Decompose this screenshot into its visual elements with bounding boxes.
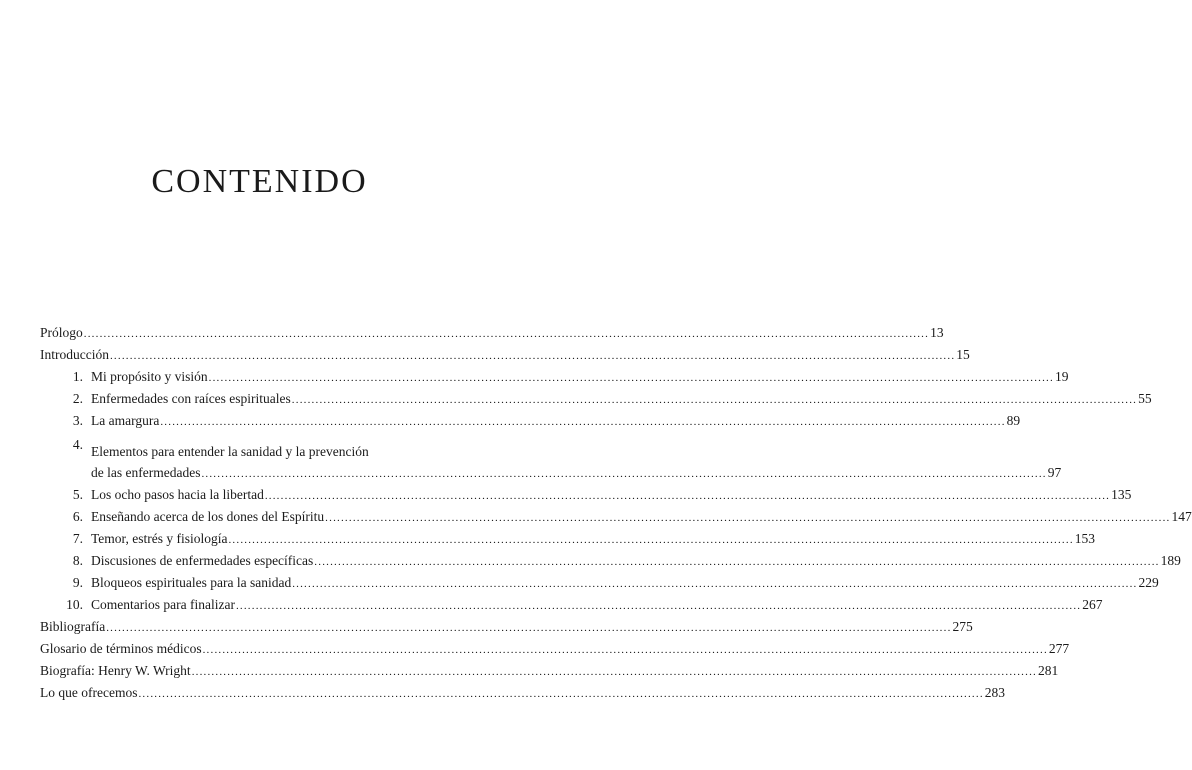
toc-chapter-10[interactable] [40,594,1103,616]
chapter-title-line1: Elementos para entender la sanidad y la prevención [91,444,369,459]
toc-chapter-3[interactable] [40,410,1021,432]
chapter-number: 6. [72,509,83,524]
chapter-title: Los ocho pasos hacia la libertad [91,487,264,502]
toc-entry-page: 13 [930,325,944,340]
dot-leader [325,508,1170,528]
toc-entry-prologo[interactable] [40,322,944,344]
chapter-title: Comentarios para finalizar [91,597,235,612]
chapter-page: 97 [1047,465,1062,480]
chapter-page: 189 [1160,553,1181,568]
dot-leader [265,486,1110,506]
dot-leader [203,640,1048,660]
dot-leader [228,530,1073,550]
chapter-number: 2. [72,391,83,406]
toc-entry-biografia[interactable] [40,660,1059,682]
chapter-number: 8. [72,553,83,568]
toc-entry-title: Glosario de términos médicos [40,641,202,656]
toc-chapter-9[interactable] [40,572,1159,594]
chapter-title-line2: de las enfermedades [91,465,201,480]
toc-chapter-5[interactable] [40,484,1132,506]
toc-entry-page: 277 [1048,641,1070,656]
toc-chapter-8[interactable] [40,550,1181,572]
toc-chapter-4[interactable] [40,432,1062,484]
toc-entry-glosario[interactable] [40,638,1070,660]
toc-entry-title: Biografía: Henry W. Wright [40,663,191,678]
toc-chapter-7[interactable] [40,528,1096,550]
dot-leader [236,596,1081,616]
dot-leader [106,618,951,638]
chapter-page: 55 [1138,391,1152,406]
toc-entry-page: 281 [1038,663,1059,678]
chapter-number: 4. [72,437,83,452]
toc-entry-title: Bibliografía [40,619,106,634]
chapter-page: 267 [1082,597,1103,612]
chapter-number: 9. [72,575,83,590]
toc-entry-title: Prólogo [40,325,83,340]
toc-chapter-6[interactable] [40,506,1192,528]
chapter-page: 229 [1138,575,1159,590]
dot-leader [292,574,1137,594]
chapter-number: 10. [66,597,83,612]
chapter-page: 135 [1111,487,1132,502]
dot-leader [160,412,1005,432]
dot-leader [314,552,1159,572]
toc-entry-lo-que-ofrecemos[interactable] [40,682,1006,704]
toc-entry-title: Introducción [40,347,109,362]
toc-entry-page: 15 [956,347,970,362]
chapter-number: 3. [72,413,83,428]
chapter-title: Enseñando acerca de los dones del Espíritu [91,509,325,524]
chapter-page: 153 [1074,531,1096,546]
dot-leader [84,324,929,344]
chapter-title: Temor, estrés y fisiología [91,531,228,546]
chapter-number: 7. [72,531,83,546]
toc-entry-title: Lo que ofrecemos [40,685,138,700]
chapter-page: 19 [1054,369,1069,384]
chapter-title: Mi propósito y visión [91,369,208,384]
chapter-title: Bloqueos espirituales para la sanidad [91,575,292,590]
dot-leader [192,662,1037,682]
chapter-title: Enfermedades con raíces espirituales [91,391,291,406]
chapter-page: 89 [1006,413,1021,428]
chapter-number: 1. [72,369,83,384]
chapter-number: 5. [72,487,83,502]
chapter-page: 147 [1171,509,1192,524]
table-of-contents [40,322,1192,704]
toc-entry-bibliografia[interactable] [40,616,973,638]
dot-leader [209,368,1054,388]
dot-leader [138,684,983,704]
toc-entry-introduccion[interactable] [40,344,970,366]
page-title: CONTENIDO [151,162,368,200]
toc-chapter-2[interactable] [40,388,1152,410]
dot-leader [292,390,1137,410]
dot-leader [201,464,1046,484]
toc-entry-page: 275 [952,619,973,634]
chapter-title: La amargura [91,413,160,428]
dot-leader [110,346,955,366]
chapter-title: Discusiones de enfermedades específicas [91,553,314,568]
toc-entry-page: 283 [984,685,1006,700]
toc-chapter-1[interactable] [40,366,1069,388]
